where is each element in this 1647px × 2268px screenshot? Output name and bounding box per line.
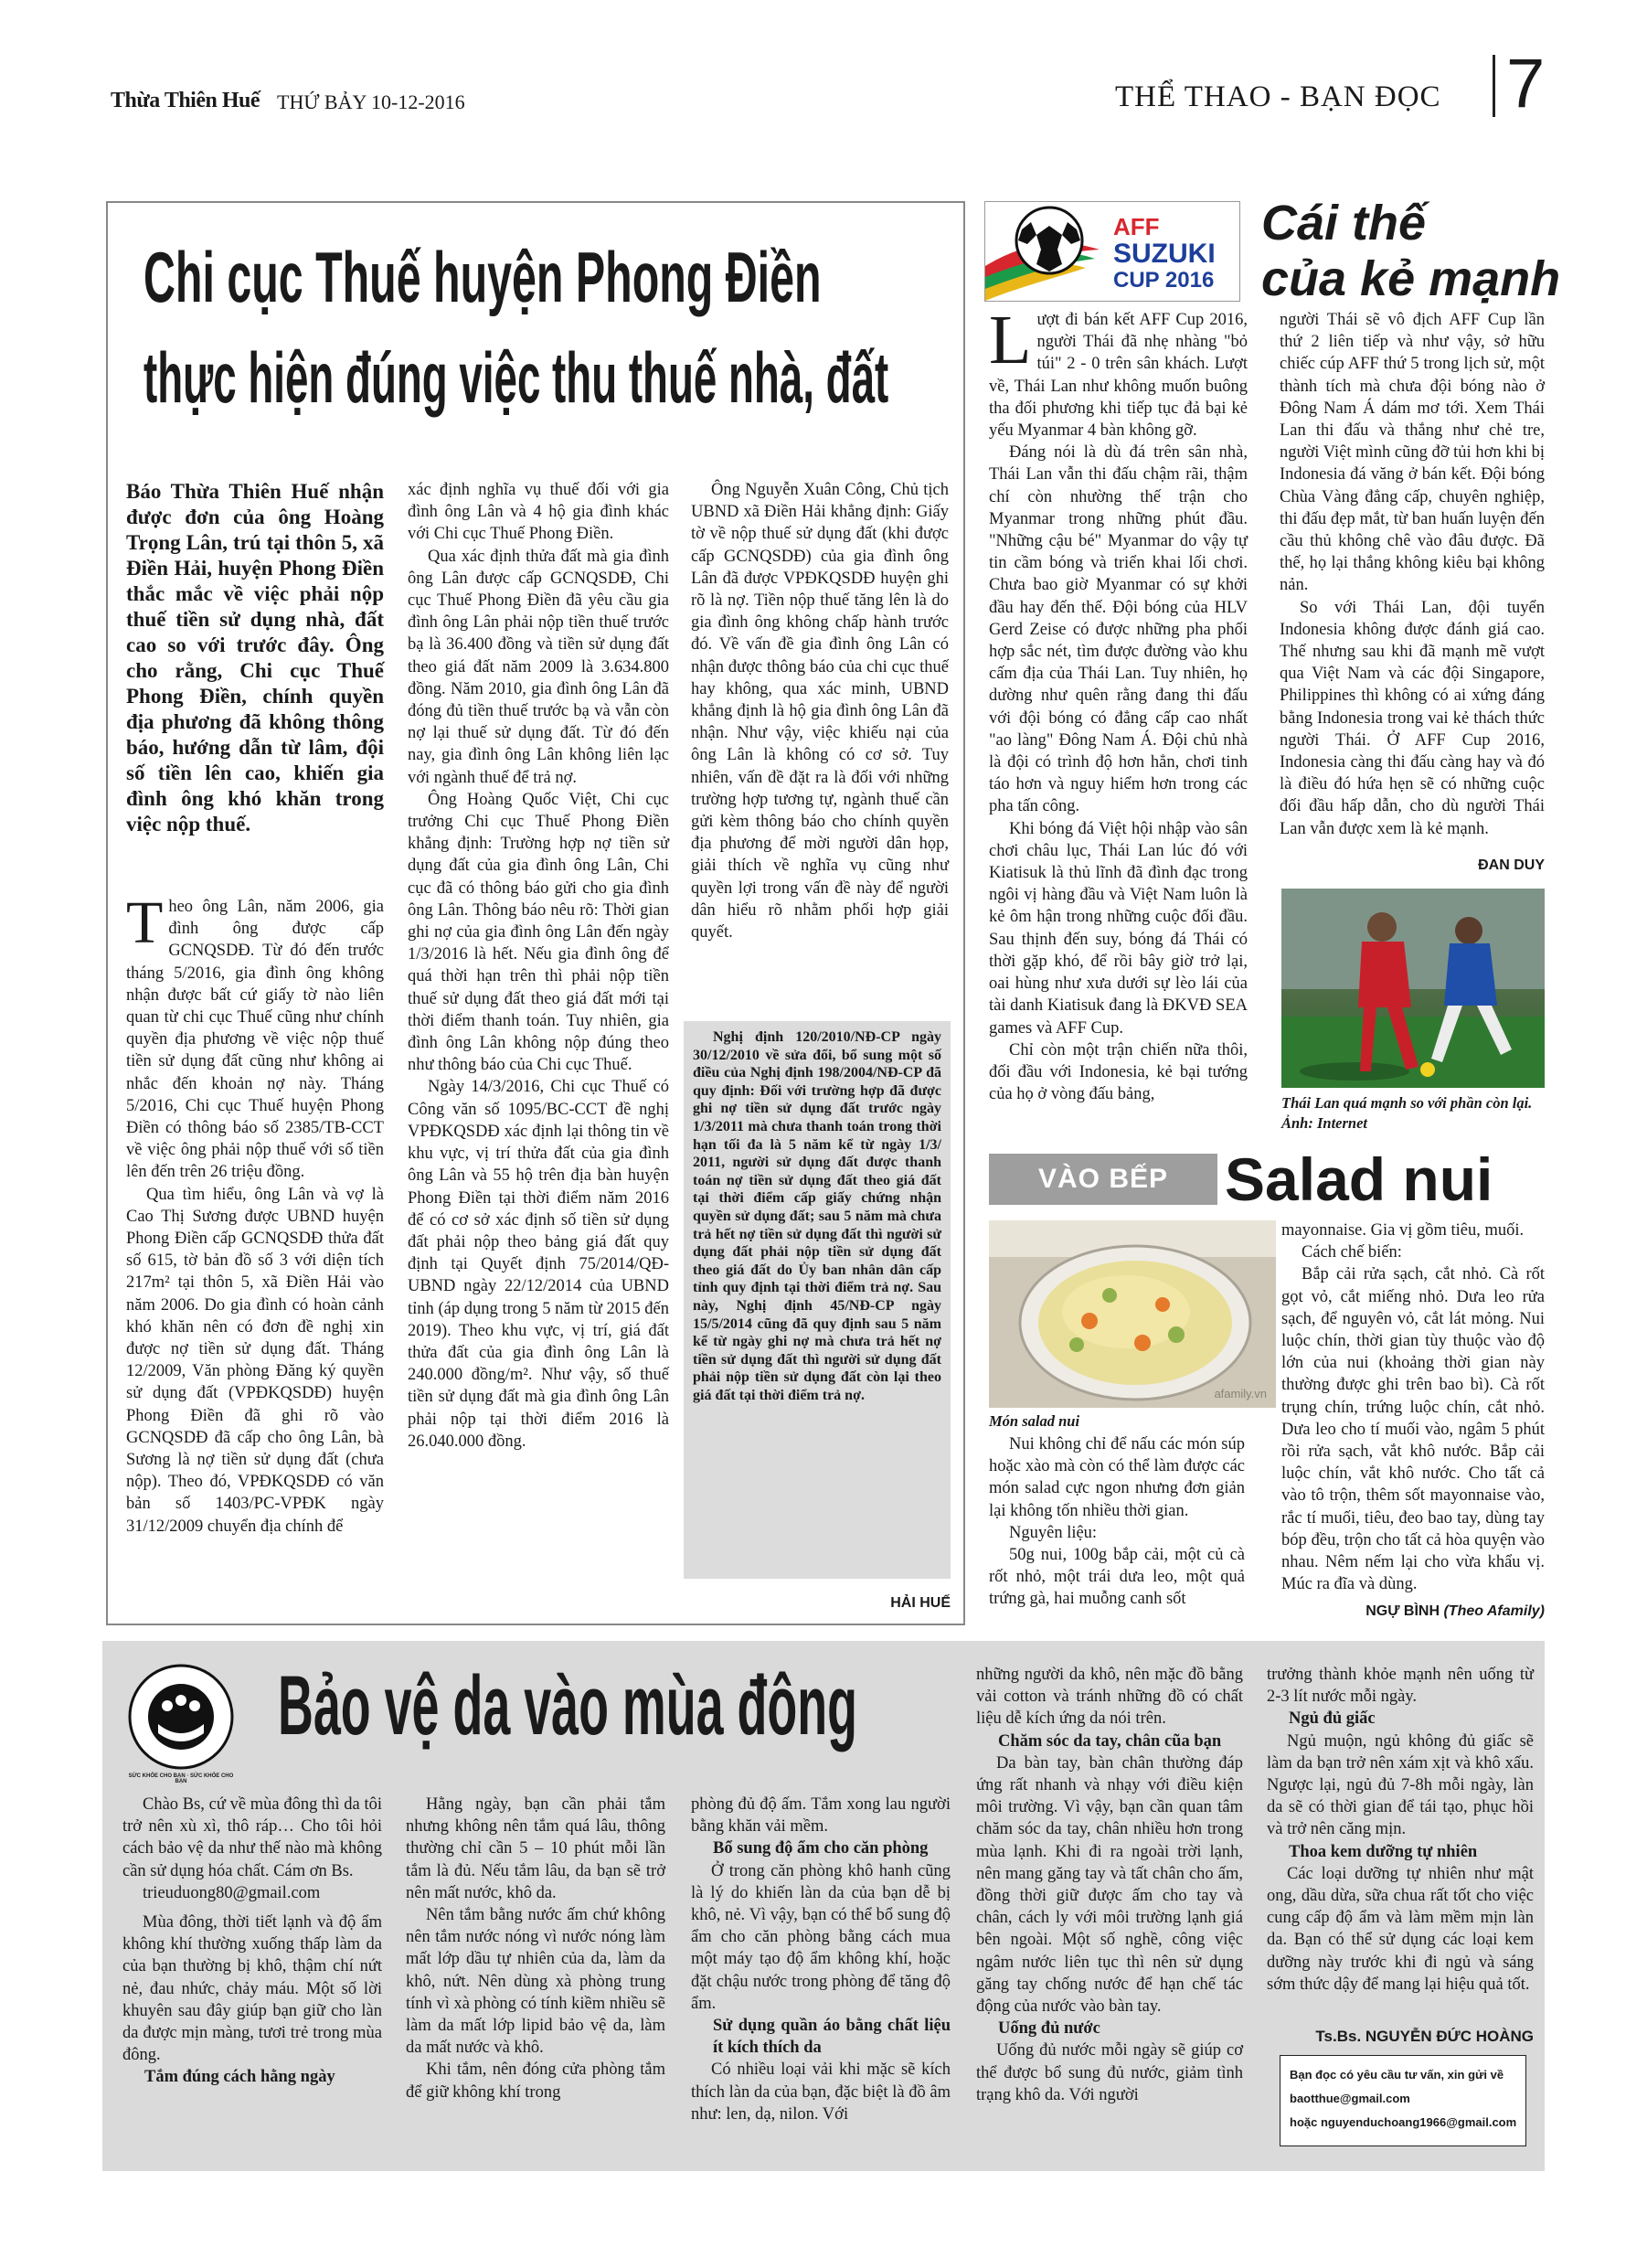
- salad-author-source: (Theo Afamily): [1443, 1603, 1545, 1619]
- skin-subheading-humidity: Bổ sung độ ẩm cho căn phòng: [713, 1839, 929, 1858]
- salad-photo-caption: Món salad nui: [989, 1412, 1080, 1430]
- tax-article-lead: Báo Thừa Thiên Huế nhận được đơn của ông Hoàng Trọng Lân, trú tại thôn 5, xã Điền Hải, huyện Phong Điền thắc mắc về việc phải nộp thuế tiền sử dụng nhà, đất cao so với trước đây. Ông cho rằng, Chi cục Thuế Phong Điền, chính quyền địa phương đã không thông báo, hướng dẫn từ lâm, đội số tiền lên cao, khiến gia đình ông khó khăn trong việc nộp thuế.: [126, 480, 384, 836]
- tax-col2-paragraph-4: Ngày 14/3/2016, Chi cục Thuế có Công văn số 1095/BC-CCT đề nghị VPĐKQSDĐ xác định lại thông tin về khu vực, vị trí thửa đất của gia đình ông Lân và 55 hộ trên địa bàn huyện Phong Điền tại thời điểm năm 2016 để có cơ sở xác định số tiền sử dụng đất phải nộp theo bảng giá đất quy định tại Quyết định 75/2014/QĐ-UBND ngày 22/12/2014 của UBND tỉnh (áp dụng trong 5 năm từ 2015 đến 2019). Theo khu vực, vị trí, giá đất thửa đất của gia đình ông Lân là 240.000 đồng/m². Như vậy, số thuế tiền sử dụng đất mà gia đình ông Lân phải nộp tại thời điểm 2016 là 26.040.000 đồng.: [408, 1078, 669, 1451]
- tax-article-column-1: [126, 889, 384, 1538]
- skin-article-column-5: [1267, 1664, 1534, 1996]
- skin-subheading-water: Uống đủ nước: [998, 2019, 1100, 2039]
- skin-col5-paragraph-3: Các loại dưỡng tự nhiên như mật ong, dầu dừa, sữa chua rất tốt cho việc cung cấp độ ẩm và làm mềm mịn làn da. Bạn có thể sử dụng các loại kem dưỡng này trước khi đi ngủ và sáng sớm thức dậy để mang lại hiệu quả tốt.: [1267, 1864, 1534, 1994]
- skin-subheading-clothing: Sử dụng quần áo bằng chất liệu ít kích thích da: [713, 2017, 951, 2058]
- salad-col2-paragraph-3: Bắp cải rửa sạch, cắt nhỏ. Cà rốt gọt vỏ, cắt miếng nhỏ. Dưa leo rửa sạch, để nguyên vỏ, cắt lát mỏng. Nui luộc chín, thời gian tùy thuộc vào độ lớn của nui (khoảng thời gian này thường được ghi trên bao bì). Cà rốt trụng chín, trứng luộc chín, cắt nhỏ. Dưa leo cho tí muối vào, ngâm 5 phút rồi rửa sạch, vắt khô nước. Bắp cải luộc chín, vắt khô nước. Cho tất cả vào tô trộn, thêm sốt mayonnaise vào, rắc tí muối, tiêu, đeo bao tay, dùng tay bóp đều, trộn cho tất cả hòa quyện vào nhau. Nêm nếm lại cho vừa khẩu vị. Múc ra đĩa và dùng.: [1281, 1265, 1545, 1594]
- aff-col1-paragraph-4: Chỉ còn một trận chiến nữa thôi, đối đầu với Indonesia, kẻ bại tướng của họ ở vòng đấu bảng,: [989, 1040, 1248, 1104]
- tax-col1-paragraph-2: Qua tìm hiểu, ông Lân và vợ là Cao Thị Sương được UBND huyện Phong Điền cấp GCNQSDĐ thửa đất số 615, tờ bản đồ số 3 với diện tích 217m² tại thôn 5, xã Điền Hải vào năm 2006. Do gia đình có hoàn cảnh khó khăn nên có đơn đề nghị xin được nợ tiền sử dụng đất. Tháng 12/2009, Văn phòng Đăng ký quyền sử dụng đất (VPĐKQSDĐ) huyện Phong Điền đã ghi rõ vào GCNQSDĐ đã cấp cho ông Lân, bà Sương là nợ tiền sử dụng đất (chưa nộp). Theo đó, VPĐKQSDĐ có văn bản số 1403/PC-VPĐK ngày 31/12/2009 chuyển địa chính để: [126, 1185, 384, 1536]
- aff-logo-text-suzuki: SUZUKI: [1113, 239, 1216, 269]
- tax-article-author: HẢI HUẾ: [890, 1595, 951, 1611]
- health-logo-graphic: [126, 1662, 236, 1772]
- aff-col1-paragraph-1: ượt đi bán kết AFF Cup 2016, người Thái đã nhẹ nhàng "bỏ túi" 2 - 0 trên sân khách. Lượt về, Thái Lan như không muốn buông tha đối phương khi tiếp tục đả bại kẻ yếu Myanmar 4 bàn không gỡ.: [989, 311, 1248, 441]
- aff-logo-text-aff: AFF: [1113, 213, 1160, 240]
- tax-article-column-3: [691, 479, 949, 943]
- tax-legal-note-box: [684, 1021, 951, 1579]
- salad-article-author: [1281, 1603, 1545, 1620]
- skin-reader-email: trieuduong80@gmail.com: [143, 1883, 321, 1902]
- section-name: THỂ THAO - BẠN ĐỌC: [1115, 80, 1441, 113]
- aff-article-column-1: [989, 302, 1248, 1105]
- health-logo-text: SỨC KHỎE CHO BẠN · SỨC KHỎE CHO BẠN: [128, 1773, 234, 1784]
- skin-article-column-3: [691, 1794, 951, 2125]
- tax-col1-paragraph-1: heo ông Lân, năm 2006, gia đình ông được cấp GCNQSDĐ. Từ đó đến trước tháng 5/2016, gia đình ông không nhận được bất cứ giấy tờ nào liên quan từ chi cục Thuế cũng như chính quyền địa phương về việc nộp thuế tiền sử dụng đất cũng như không ai nhắc đến khoản nợ này. Tháng 5/2016, Chi cục Thuế huyện Phong Điền có thông báo số 2385/TB-CCT về việc ông phải nộp thuế với số tiền lên đến trên 26 triệu đồng.: [126, 898, 384, 1182]
- skin-subheading-bathing: Tắm đúng cách hằng ngày: [144, 2068, 335, 2087]
- skin-col2-paragraph-2: Nên tắm bằng nước ấm chứ không nên tắm nước nóng vì nước nóng làm mất lớp dầu tự nhiên của da, làm da khô, nứt. Nên dùng xà phòng trung tính vì xà phòng có tính kiềm nhiều sẽ làm da mất lớp lipid bảo vệ da, làm da mất nước và khô.: [406, 1906, 665, 2058]
- aff-article-author: ĐAN DUY: [1478, 857, 1545, 873]
- aff-col1-paragraph-2: Đáng nói là dù đá trên sân nhà, Thái Lan vẫn thi đấu chậm rãi, thậm chí còn nhường thế trận cho Myanmar trong những phút đầu. "Những cậu bé" Myanmar do vậy tự tin cầm bóng và triển khai lối chơi. Chưa bao giờ Myanmar có sự khởi đầu hay đến thế. Đội bóng của HLV Gerd Zeise có được những pha phối hợp sắc nét, tìm được đường vào khu cấm địa của Thái Lan. Tuy nhiên, họ dường như quên rằng đang thi đấu với đội bóng có đẳng cấp cao nhất "ao làng" Đông Nam Á. Đội chủ nhà là đội có trình độ hơn hẳn, chơi tinh táo hơn và nguy hiểm hơn trong các pha tấn công.: [989, 443, 1248, 816]
- skin-article-column-4: [976, 1664, 1243, 2106]
- issue-date: THỨ BẢY 10-12-2016: [277, 91, 465, 113]
- contact-email-2: hoặc nguyenduchoang1966@gmail.com: [1290, 2115, 1517, 2129]
- skin-col4-paragraph-3: Uống đủ nước mỗi ngày sẽ giúp cơ thể được bổ sung đủ nước, giảm tình trạng khô da. Với người: [976, 2041, 1243, 2104]
- salad-bowl-illustration: [989, 1220, 1276, 1408]
- salad-col1-paragraph-1: Nui không chỉ để nấu các món súp hoặc xào mà còn có thể làm được các món salad cực ngon nhưng đơn giản lại không tốn nhiều thời gian.: [989, 1435, 1245, 1520]
- aff-dropcap: L: [989, 302, 1032, 378]
- aff-col1-paragraph-3: Khi bóng đá Việt hội nhập vào sân chơi châu lục, Thái Lan lúc đó với Kiatisuk là thủ lĩnh đã đình đạc trong ngôi vị hàng đầu và Việt Nam luôn là kẻ ôm hận trong những cuộc đối đầu. Sau thịnh đến suy, bóng đá Thái có thời gặp khó, để rồi bây giờ trở lại, oai hùng như xưa dưới sự lèo lái của tài danh Kiatisuk đang là ĐKVĐ SEA games và AFF Cup.: [989, 819, 1248, 1038]
- aff-col2-paragraph-2: So với Thái Lan, đội tuyển Indonesia không được đánh giá cao. Thế nhưng sau khi đã mạnh mẽ vượt qua Việt Nam và các đội Singapore, Philippines thì không có ai xứng đáng bằng Indonesia trong vai kẻ thách thức người Thái. Ở AFF Cup 2016, Indonesia càng thi đấu càng hay và đó là điều đó hứa hẹn sẽ có những cuộc đối đầu hấp dẫn, cho dù người Thái Lan vẫn được xem là kẻ mạnh.: [1280, 598, 1545, 838]
- tax-dropcap: T: [126, 889, 164, 956]
- tax-legal-note-text: Nghị định 120/2010/NĐ-CP ngày 30/12/2010 về sửa đổi, bổ sung một số điều của Nghị định 198/2004/NĐ-CP đã quy định: Đối với trường hợp đã được ghi nợ tiền sử dụng đất trước ngày 1/3/2011 mà chưa thanh toán trong thời hạn tối đa là 5 năm kể từ ngày 1/3/ 2011, người sử dụng đất được thanh toán nợ tiền sử dụng đất theo giá đất tại thời điểm cấp giấy chứng nhận quyền sử dụng đất; sau 5 năm mà chưa trả hết nợ tiền sử dụng đất thì người sử dụng đất phải nộp tiền sử dụng đất theo giá đất do Ủy ban nhân dân cấp tỉnh quy định tại thời điểm trả nợ. Sau này, Nghị định 45/NĐ-CP ngày 15/5/2014 cũng đã quy định sau 5 năm kể từ ngày ghi nợ mà chưa trả hết nợ tiền sử dụng đất thì người sử dụng đất phải nộp tiền sử dụng đất còn lại theo giá đất tại thời điểm trả nợ.: [693, 1029, 941, 1403]
- aff-article-title-line1: Cái thế: [1261, 196, 1427, 250]
- tax-article-column-2: [408, 479, 669, 1453]
- salad-col1-paragraph-2: Nguyên liệu:: [1009, 1523, 1098, 1542]
- skin-col4-paragraph-2: Da bàn tay, bàn chân thường đáp ứng rất nhanh và nhạy với điều kiện môi trường. Vì vậy, bạn cần quan tâm chăm sóc da tay, chân nhiều hơn trong mùa lạnh. Khi đi ra ngoài trời lạnh, nên mang găng tay và tất chân cho ấm, đồng thời giữ được ấm cho tay và chân, cách ly với môi trường lạnh giá bên ngoài. Một số nghề, công việc ngâm nước liên tục thì nên sử dụng găng tay chống nước để hạn chế tác động của nước vào bàn tay.: [976, 1753, 1243, 2017]
- aff-article-title-line2: của kẻ mạnh: [1261, 251, 1561, 306]
- salad-author-name: NGỰ BÌNH: [1365, 1603, 1440, 1619]
- skin-contact-box: [1280, 2055, 1526, 2146]
- skin-article-column-1: [122, 1794, 382, 2089]
- tax-col2-paragraph-1: xác định nghĩa vụ thuế đối với gia đình ông Lân và 4 hộ gia đình khác với Chi cục Thuế Phong Điền.: [408, 481, 669, 544]
- contact-email-1: baotthue@gmail.com: [1290, 2092, 1410, 2105]
- health-column-logo: [126, 1662, 236, 1784]
- skin-subheading-sleep: Ngủ đủ giấc: [1289, 1709, 1376, 1729]
- skin-article-column-2: [406, 1794, 665, 2103]
- skin-col2-paragraph-1: Hằng ngày, bạn cần phải tắm nhưng không nên tắm quá lâu, thông thường chỉ cần 5 – 10 phút mỗi lần tắm là đủ. Nếu tắm lâu, da bạn sẽ trở nên mất nước, khô da.: [406, 1795, 665, 1902]
- aff-photo-caption: Thái Lan quá mạnh so với phần còn lại. Ảnh: Internet: [1281, 1094, 1533, 1132]
- paper-name: Thừa Thiên Huế: [111, 89, 260, 112]
- tax-article-title-line2: thực hiện đúng việc thu thuế nhà, đất: [143, 337, 889, 418]
- skin-col1-paragraph-1: Chào Bs, cứ về mùa đông thì da tôi trở nên xù xì, thô ráp… Cho tôi hỏi cách bảo vệ da như thế nào mà không cần sử dụng hóa chất. Cám ơn Bs.: [122, 1795, 382, 1880]
- page-number: 7: [1506, 45, 1546, 122]
- tax-col2-paragraph-2: Qua xác định thửa đất mà gia đình ông Lân được cấp GCNQSDĐ, Chi cục Thuế Phong Điền đã yêu cầu gia đình ông Lân phải nộp tiền thuế trước bạ là 36.400 đồng và tiền sử dụng đất theo giá đất năm 2009 là 3.634.800 đồng. Năm 2010, gia đình ông Lân đã đóng đủ tiền thuế trước bạ và vẫn còn nợ lại thuế sử dụng đất. Từ đó đến nay, gia đình ông Lân không liên lạc với ngành thuế để trả nợ.: [408, 547, 669, 787]
- aff-col2-paragraph-1: người Thái sẽ vô địch AFF Cup lần thứ 2 liên tiếp và như vậy, sở hữu chiếc cúp AFF thứ 5 trong lịch sử, một thành tích mà chưa đội bóng nào ở Đông Nam Á dám mơ tới. Xem Thái Lan thi đấu và thắng như chẻ tre, người Việt mình cũng đỡ tủi hơn khi bị Indonesia đá văng ở bán kết. Đội bóng Chùa Vàng đẳng cấp, chuyên nghiệp, thi đấu đẹp mắt, từ ban huấn luyện đến cầu thủ không chê vào đâu được. Đã thế, họ lại thắng không kiêu bại không nản.: [1280, 311, 1545, 595]
- skin-col5-paragraph-1: trưởng thành khỏe mạnh nên uống từ 2-3 lít nước mỗi ngày.: [1267, 1666, 1534, 1707]
- contact-line-1: Bạn đọc có yêu cầu tư vấn, xin gửi về: [1290, 2068, 1504, 2082]
- salad-col2-paragraph-2: Cách chế biến:: [1302, 1243, 1402, 1262]
- aff-football-photo: [1281, 889, 1545, 1088]
- salad-col1-paragraph-3: 50g nui, 100g bắp cải, một củ cà rốt nhỏ, một trái dưa leo, một quả trứng gà, hai muỗng canh sốt: [989, 1546, 1245, 1609]
- skin-col3-paragraph-3: Có nhiều loại vải khi mặc sẽ kích thích làn da của bạn, đặc biệt là đồ âm như: len, dạ, nilon. Với: [691, 2060, 951, 2124]
- aff-suzuki-cup-logo: [984, 201, 1240, 302]
- skin-col3-paragraph-2: Ở trong căn phòng khô hanh cũng là lý do khiến làn da của bạn dễ bị khô, nẻ. Vì vậy, bạn có thể bổ sung độ ẩm cho căn phòng bằng cách mua một máy tạo độ ẩm không khí, hoặc đặt chậu nước trong phòng để tăng độ ẩm.: [691, 1861, 951, 2013]
- skin-col1-paragraph-2: Mùa đông, thời tiết lạnh và độ ẩm không khí thường xuống thấp làm da của bạn thường bị khô, thậm chí nứt nẻ, đau nhức, chảy máu. Một số lời khuyên sau đây giúp bạn giữ cho làn da được mịn màng, tươi trẻ trong mùa đông.: [122, 1913, 382, 2065]
- salad-photo-watermark: afamily.vn: [1214, 1387, 1267, 1400]
- salad-article-column-1: [989, 1433, 1245, 1611]
- skin-subheading-hands-feet: Chăm sóc da tay, chân cũa bạn: [998, 1731, 1222, 1751]
- tax-col2-paragraph-3: Ông Hoàng Quốc Việt, Chi cục trưởng Chi cục Thuế Phong Điền khẳng định: Trường hợp nợ tiền sử dụng đất của gia đình ông Lân, Chi cục đã có thông báo gửi cho gia đình ông Lân. Thông báo nêu rõ: Thời gian ghi nợ của gia đình ông Lân đến ngày 1/3/2016 là hết. Nếu gia đình ông để quá thời hạn trên thì phải nộp tiền thuế sử dụng đất theo giá đất mới tại thời điểm thanh toán. Tuy nhiên, gia đình ông Lân không nộp đúng theo như thông báo của Chi cục Thuế.: [408, 790, 669, 1075]
- skin-col5-paragraph-2: Ngủ muộn, ngủ không đủ giấc sẽ làm da bạn trở nên xám xịt và khô xấu. Ngược lại, ngủ đủ 7-8h mỗi ngày, làn da sẽ có thời gian để tái tạo, phục hồi và trở nên căng mịn.: [1267, 1731, 1534, 1839]
- skin-article-title: Bảo vệ da vào mùa đông: [278, 1659, 858, 1752]
- aff-article-column-2: [1280, 309, 1545, 840]
- header-divider: [1493, 55, 1495, 117]
- tax-col3-paragraph-1: Ông Nguyễn Xuân Công, Chủ tịch UBND xã Điền Hải khẳng định: Giấy tờ về nộp thuế sử dụng đất (khi được cấp GCNQSDĐ) của gia đình ông Lân đã được VPĐKQSDĐ huyện ghi rõ là nợ. Tiền nộp thuế tăng lên là do gia đình ông không chấp hành trước đó. Về vấn đề gia đình ông Lân có nhận được thông báo của chi cục thuế hay không, qua xác minh, UBND khẳng định là hộ gia đình ông Lân đã nhận. Như vậy, việc khiếu nại của ông Lân là không có cơ sở. Tuy nhiên, vấn đề đặt ra là đối với những trường hợp tương tự, ngành thuế cần gửi kèm thông báo cho chính quyền địa phương để mời người dân họp, giải thích về nghĩa vụ cũng như quyền lợi trong vấn đề này để người dân hiểu rõ nhằm phối hợp giải quyết.: [691, 481, 949, 942]
- skin-article-author: Ts.Bs. NGUYỄN ĐỨC HOÀNG: [1315, 2028, 1534, 2045]
- salad-col2-paragraph-1: mayonnaise. Gia vị gồm tiêu, muối.: [1281, 1221, 1525, 1240]
- skin-col3-paragraph-1: phòng đủ độ ấm. Tắm xong lau người bằng khăn vải mềm.: [691, 1795, 951, 1837]
- salad-photo: [989, 1220, 1276, 1408]
- salad-kicker: VÀO BẾP: [989, 1154, 1217, 1205]
- aff-logo-text-cup: CUP 2016: [1113, 268, 1215, 293]
- football-players-illustration: [1281, 889, 1545, 1088]
- salad-title: Salad nui: [1225, 1145, 1493, 1213]
- salad-article-column-2: [1281, 1219, 1545, 1595]
- tax-article-title-line1: Chi cục Thuế huyện Phong Điền: [143, 237, 822, 317]
- skin-col4-paragraph-1: những người da khô, nên mặc đồ bằng vải cotton và tránh những đồ có chất liệu dễ kích ứng da nói trên.: [976, 1666, 1243, 1729]
- skin-col2-paragraph-3: Khi tắm, nên đóng cửa phòng tắm để giữ không khí trong: [406, 2060, 665, 2102]
- skin-subheading-cream: Thoa kem dưỡng tự nhiên: [1289, 1842, 1478, 1861]
